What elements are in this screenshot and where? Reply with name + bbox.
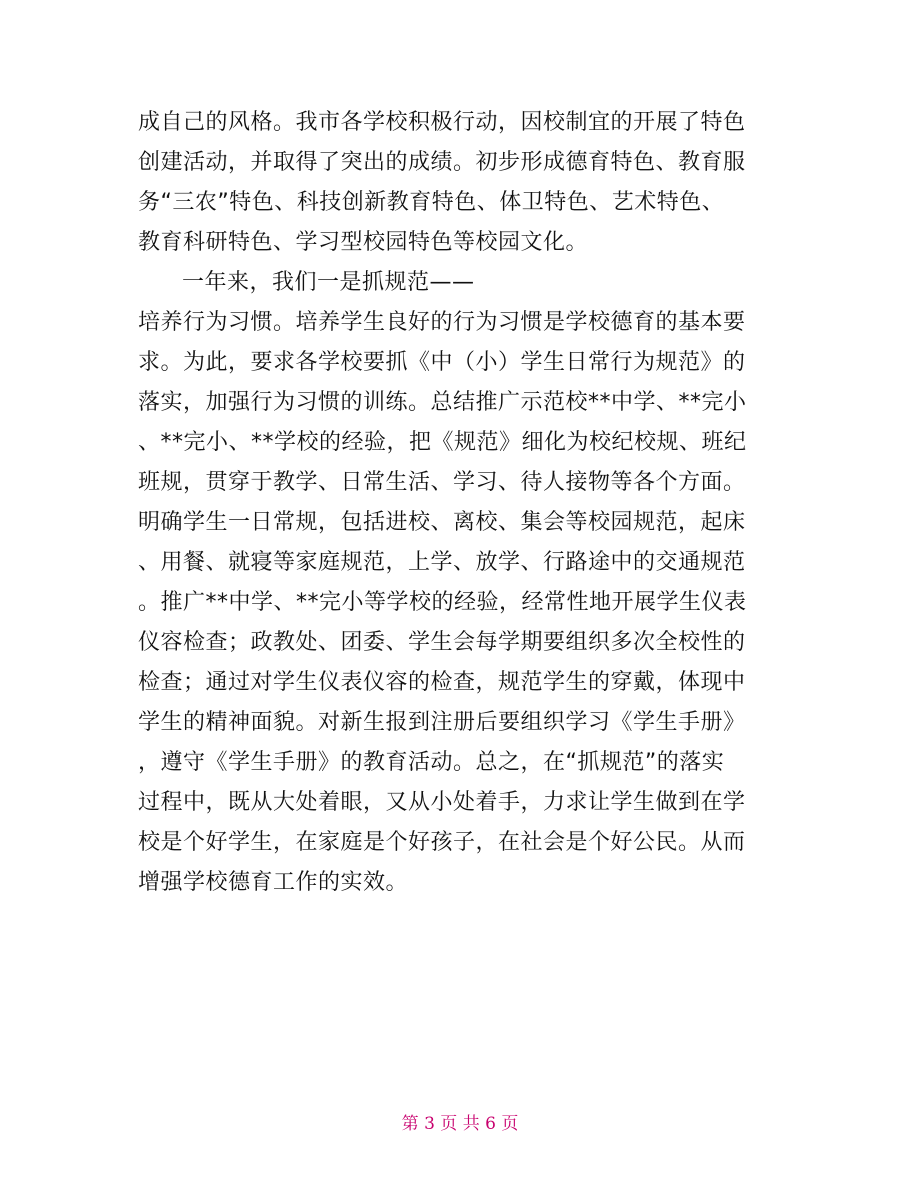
text-line: 教育科研特色、学习型校园特色等校园文化。 bbox=[138, 230, 589, 255]
text-line: 检查；通过对学生仪表仪容的检查，规范学生的穿戴，体现中 bbox=[138, 670, 746, 695]
text-line: 创建活动，并取得了突出的成绩。初步形成德育特色、教育服 bbox=[138, 150, 746, 175]
text-line: 成自己的风格。我市各学校积极行动，因校制宜的开展了特色 bbox=[138, 110, 746, 135]
text-line: 仪容检查；政教处、团委、学生会每学期要组织多次全校性的 bbox=[138, 630, 746, 655]
text-line: 。推广**中学、**完小等学校的经验，经常性地开展学生仪表 bbox=[138, 590, 747, 615]
text-line: 班规，贯穿于教学、日常生活、学习、待人接物等各个方面。 bbox=[138, 470, 746, 495]
text-line: 、**完小、**学校的经验，把《规范》细化为校纪校规、班纪 bbox=[138, 430, 747, 455]
text-line: 培养行为习惯。培养学生良好的行为习惯是学校德育的基本要 bbox=[138, 310, 746, 335]
text-line: 、用餐、就寝等家庭规范，上学、放学、行路途中的交通规范 bbox=[138, 550, 746, 575]
body-text bbox=[138, 103, 798, 903]
text-line: 增强学校德育工作的实效。 bbox=[138, 870, 409, 895]
text-line: 校是个好学生，在家庭是个好孩子，在社会是个好公民。从而 bbox=[138, 830, 746, 855]
text-line: 落实，加强行为习惯的训练。总结推广示范校**中学、**完小 bbox=[138, 390, 747, 415]
page-footer: 第 3 页 共 6 页 bbox=[401, 1114, 519, 1134]
text-line: 过程中，既从大处着眼，又从小处着手，力求让学生做到在学 bbox=[138, 790, 746, 815]
text-line: 学生的精神面貌。对新生报到注册后要组织学习《学生手册》 bbox=[138, 710, 746, 735]
text-line: 明确学生一日常规，包括进校、离校、集会等校园规范，起床 bbox=[138, 510, 746, 535]
text-line: ，遵守《学生手册》的教育活动。总之，在“抓规范”的落实 bbox=[138, 750, 725, 775]
text-line: 一年来，我们一是抓规范—— bbox=[182, 270, 475, 295]
text-line: 求。为此，要求各学校要抓《中（小）学生日常行为规范》的 bbox=[138, 350, 746, 375]
text-line: 务“三农”特色、科技创新教育特色、体卫特色、艺术特色、 bbox=[138, 190, 725, 215]
